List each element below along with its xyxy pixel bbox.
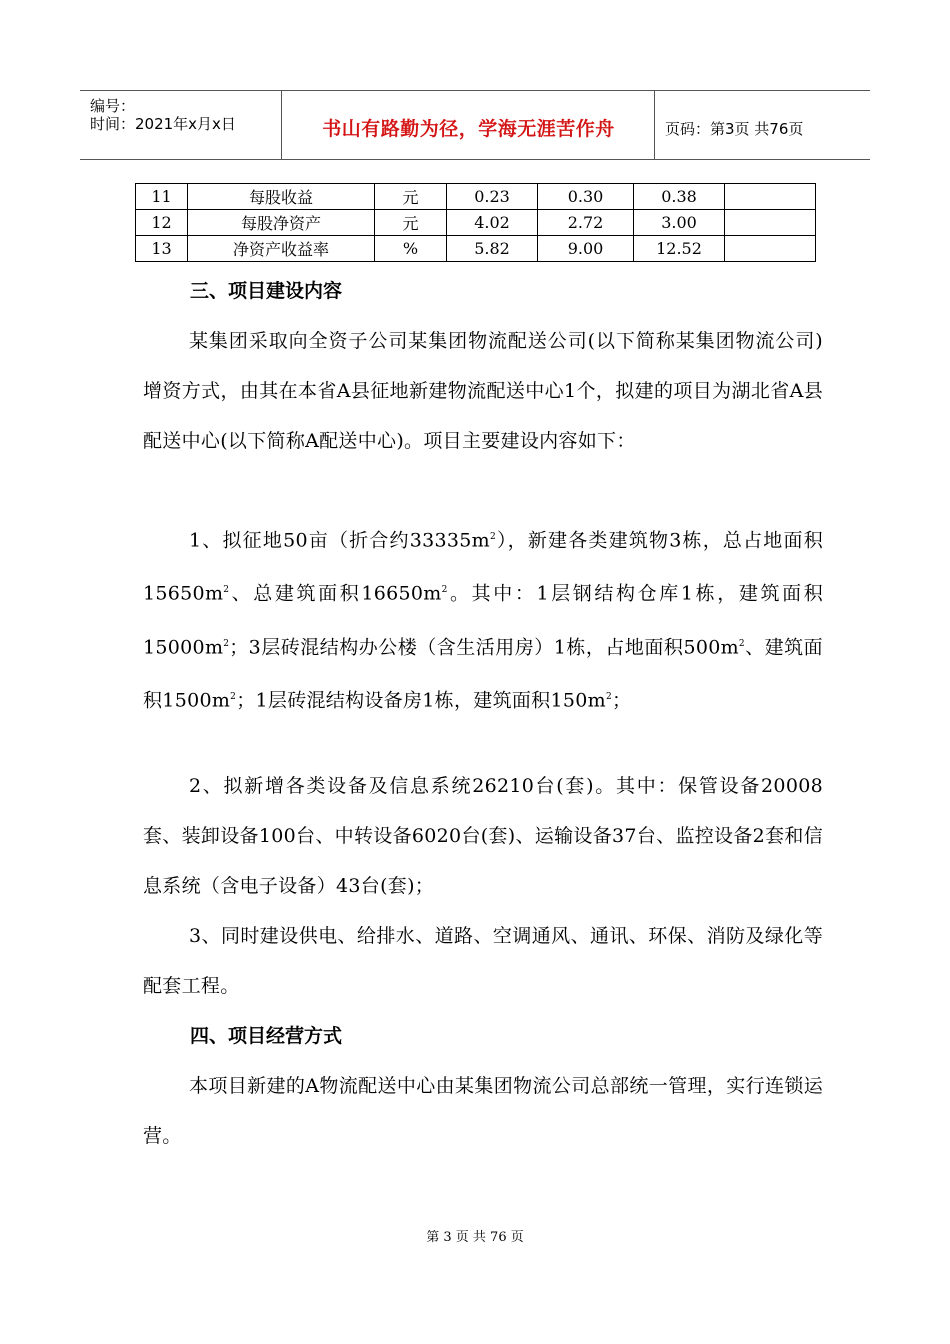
paragraph: 2、拟新增各类设备及信息系统26210台(套)。其中：保管设备20008套、装卸设备100台、中转设备6020台(套)、运输设备37台、监控设备2套和信息系统（含电子设备）43台(套)； [143,775,823,897]
sup: 2 [230,691,237,702]
code-label: 编号： [90,97,136,115]
table-cell: 0.30 [538,184,634,210]
table-row [136,210,816,236]
paragraph-area [143,512,823,725]
text: ；3层砖混结构办公楼（含生活用房）1栋，占地面积500m [229,635,739,658]
sup: 2 [223,585,230,596]
section-heading: 三、项目建设内容 [190,280,343,302]
table-cell: 元 [375,184,447,210]
table-cell: 12.52 [634,236,725,262]
table-cell: 0.38 [634,184,725,210]
paragraph: 本项目新建的A物流配送中心由某集团物流公司总部统一管理，实行连锁运营。 [143,1075,823,1147]
page-header [80,90,870,160]
table-cell: 每股收益 [188,184,375,210]
header-divider [281,91,282,159]
page-footer: 第 3 页 共 76 页 [426,1230,524,1245]
table-cell: 2.72 [538,210,634,236]
table-cell: 13 [136,236,188,262]
sup: 2 [441,585,448,596]
table-cell: 元 [375,210,447,236]
table-cell: 4.02 [447,210,538,236]
text: ； [612,689,632,712]
sup: 2 [223,638,230,649]
table-cell: 净资产收益率 [188,236,375,262]
paragraph: 3、同时建设供电、给排水、道路、空调通风、通讯、环保、消防及绿化等配套工程。 [143,925,823,997]
table-cell: 0.23 [447,184,538,210]
table-cell: % [375,236,447,262]
sup: 2 [490,532,497,542]
text: 、建筑面积1500m [143,635,823,712]
header-page-label: 页码：第3页 共76页 [665,120,804,138]
text: ；1层砖混结构设备房1栋，建筑面积150m [236,689,606,712]
table-cell: 每股净资产 [188,210,375,236]
table-cell: 9.00 [538,236,634,262]
text: 。其中：1层钢结构仓库1栋，建筑面积15000m [143,582,824,658]
financial-table [135,183,816,262]
text: ），新建各类建筑物3栋，总占地面积15650m [143,529,824,605]
table-cell [725,210,816,236]
table-cell: 12 [136,210,188,236]
text: 、总建筑面积16650m [229,582,442,605]
table-cell: 11 [136,184,188,210]
table-cell: 5.82 [447,236,538,262]
text: 1、拟征地50亩（折合约33335m [189,529,491,552]
table-row [136,236,816,262]
sup: 2 [605,691,612,702]
table-cell: 3.00 [634,210,725,236]
time-label: 时间：2021年x月x日 [90,115,236,133]
table-cell [725,236,816,262]
table-row [136,184,816,210]
table-cell [725,184,816,210]
header-meta [90,97,236,133]
paragraph: 某集团采取向全资子公司某集团物流配送公司(以下简称某集团物流公司) 增资方式，由其在本省A县征地新建物流配送中心1个，拟建的项目为湖北省A县配送中心(以下简称A配送中心)。项目主要建设内容如下： [143,330,823,452]
header-motto: 书山有路勤为径，学海无涯苦作舟 [322,118,615,140]
sup: 2 [738,638,745,649]
section-heading: 四、项目经营方式 [190,1025,343,1047]
header-divider [654,91,655,159]
